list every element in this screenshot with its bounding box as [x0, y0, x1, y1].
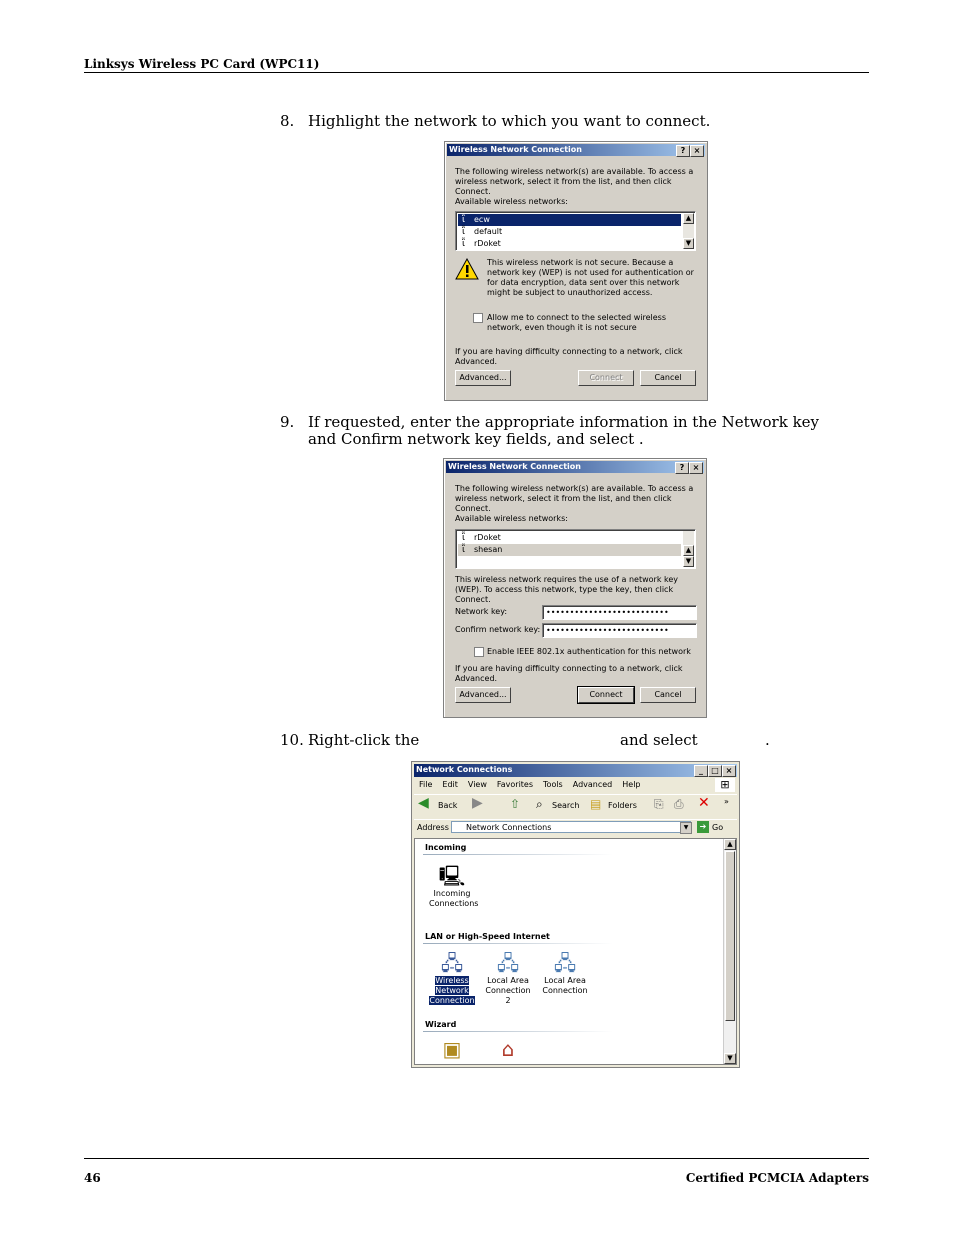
minimize-icon[interactable]: _ — [694, 765, 708, 777]
confirm-key-label: Confirm network key: — [455, 625, 541, 634]
step-text: If requested, enter the appropriate information in the Network key and Confirm network key fields, and select . — [308, 413, 820, 448]
connections-pane — [414, 838, 737, 1065]
intro-text: The following wireless network(s) are available. To access a wireless network, select it from the list, and then click Connect. — [455, 167, 694, 196]
cancel-button[interactable]: Cancel — [640, 370, 696, 386]
scroll-up-icon[interactable]: ▲ — [683, 213, 694, 224]
wizard-icon: ▣ — [442, 1037, 462, 1061]
antenna-icon: ῗ — [462, 533, 466, 543]
step-text: Right-click the — [308, 731, 420, 749]
list-item[interactable]: ῗ default — [462, 227, 503, 237]
local-area-connection-item[interactable]: 🖧 Local Area Connection — [542, 951, 588, 995]
toolbar — [414, 794, 737, 817]
folders-icon[interactable]: ▤ — [590, 797, 602, 811]
warning-icon — [455, 258, 479, 280]
menu-advanced[interactable]: Advanced — [572, 780, 613, 789]
home-network-wizard-item[interactable] — [485, 1036, 531, 1062]
lan-disconnected-icon: 🖧 — [496, 951, 520, 975]
go-button[interactable]: Go — [712, 823, 724, 832]
help-icon[interactable]: ? — [675, 462, 689, 474]
window-title-bar — [414, 764, 737, 777]
back-arrow-icon[interactable]: ◀ — [418, 795, 429, 811]
cancel-button[interactable]: Cancel — [640, 687, 696, 703]
menu-edit[interactable]: Edit — [442, 780, 458, 789]
footer-rule — [84, 1158, 869, 1159]
ieee-8021x-checkbox[interactable] — [474, 647, 484, 657]
new-connection-wizard-item[interactable] — [429, 1036, 475, 1062]
list-item[interactable]: ῗ ecw — [458, 214, 681, 226]
wireless-network-icon: 🖧 — [440, 951, 464, 975]
folders-button[interactable]: Folders — [608, 801, 637, 810]
computer-icon: 🖳 — [438, 864, 466, 888]
incoming-connections-item[interactable]: 🖳 Incoming Connections — [429, 864, 479, 908]
move-to-icon[interactable]: ⎘ — [654, 797, 664, 811]
lan-disconnected-icon: 🖧 — [553, 951, 577, 975]
vertical-scrollbar[interactable] — [723, 839, 736, 1064]
help-text: If you are having difficulty connecting to a network, click Advanced. — [455, 347, 683, 366]
step-text-cont: and select — [620, 731, 698, 749]
connect-button[interactable]: Connect — [578, 370, 634, 386]
search-button[interactable]: Search — [552, 801, 580, 810]
group-lan: LAN or High-Speed Internet — [425, 932, 550, 941]
go-arrow-icon[interactable]: ➔ — [697, 821, 709, 833]
menu-bar — [414, 778, 737, 792]
advanced-button[interactable]: Advanced... — [455, 687, 511, 703]
wireless-connection-dialog — [444, 141, 708, 401]
scroll-down-icon[interactable]: ▼ — [683, 556, 694, 567]
allow-insecure-checkbox[interactable] — [473, 313, 483, 323]
wireless-connection-item[interactable]: 🖧 Wireless Network Connection — [429, 951, 475, 1005]
dialog-title: Wireless Network Connection — [448, 462, 581, 471]
running-footer: Certified PCMCIA Adapters — [685, 1171, 869, 1185]
running-header: Linksys Wireless PC Card (WPC11) — [84, 57, 320, 71]
list-item[interactable]: ῗ rDoket — [462, 533, 501, 543]
page-number: 46 — [84, 1171, 101, 1185]
antenna-icon: ῗ — [462, 227, 466, 237]
warning-text: This wireless network is not secure. Because a network key (WEP) is not used for authentication or for data encryption, data sent over this network might be subject to unauthorized access. — [487, 258, 694, 297]
maximize-icon[interactable]: □ — [708, 765, 722, 777]
up-folder-icon[interactable]: ⇧ — [510, 797, 521, 811]
scrollbar[interactable] — [683, 213, 694, 249]
menu-tools[interactable]: Tools — [543, 780, 563, 789]
back-button[interactable]: Back — [438, 801, 458, 810]
step-text: Highlight the network to which you want to connect. — [308, 112, 711, 130]
network-list[interactable] — [455, 211, 696, 251]
search-icon[interactable]: ⌕ — [536, 797, 543, 811]
address-bar — [414, 819, 737, 836]
delete-icon[interactable]: ✕ — [698, 795, 710, 811]
scroll-down-icon[interactable]: ▼ — [724, 1053, 736, 1064]
help-icon[interactable]: ? — [676, 145, 690, 157]
checkbox-label: Allow me to connect to the selected wireless network, even though it is not secure — [487, 313, 667, 332]
group-wizard: Wizard — [425, 1020, 457, 1029]
close-icon[interactable]: × — [690, 145, 704, 157]
network-key-label: Network key: — [455, 607, 508, 616]
advanced-button[interactable]: Advanced... — [455, 370, 511, 386]
step-8 — [280, 112, 711, 130]
checkbox-label: Enable IEEE 802.1x authentication for this network — [487, 647, 691, 656]
antenna-icon: ῗ — [462, 545, 466, 555]
network-connections-window — [411, 761, 740, 1068]
intro-text: The following wireless network(s) are available. To access a wireless network, select it from the list, and then click Connect. — [455, 484, 694, 513]
scroll-up-icon[interactable]: ▲ — [724, 839, 736, 850]
dialog-title-bar — [447, 144, 705, 156]
step-9 — [280, 413, 820, 448]
list-label: Available wireless networks: — [455, 514, 568, 523]
address-input[interactable]: Network Connections — [451, 821, 691, 833]
step-number: 8. — [280, 112, 295, 130]
dialog-title: Wireless Network Connection — [449, 145, 582, 154]
group-divider — [423, 1031, 613, 1032]
scroll-down-icon[interactable]: ▼ — [683, 238, 694, 249]
group-divider — [423, 854, 613, 855]
wireless-connection-key-dialog — [443, 458, 707, 718]
window-title: Network Connections — [416, 765, 513, 774]
menu-favorites[interactable]: Favorites — [496, 780, 534, 789]
header-rule — [84, 72, 869, 73]
home-network-icon: ⌂ — [501, 1037, 515, 1061]
menu-view[interactable]: View — [467, 780, 487, 789]
key-required-text: This wireless network requires the use of a network key (WEP). To access this network, type the key, then click Connect. — [455, 575, 679, 604]
list-item[interactable]: ῗ shesan — [458, 544, 681, 556]
step-number: 9. — [280, 413, 295, 431]
scroll-thumb[interactable] — [725, 851, 735, 1021]
help-text: If you are having difficulty connecting to a network, click Advanced. — [455, 664, 683, 683]
local-area-connection-2-item[interactable]: 🖧 Local Area Connection 2 — [485, 951, 531, 1005]
close-icon[interactable]: × — [722, 765, 736, 777]
antenna-icon: ῗ — [462, 239, 466, 249]
group-incoming: Incoming — [425, 843, 467, 852]
step-number: 10. — [280, 731, 304, 749]
address-label: Address — [417, 823, 449, 832]
list-label: Available wireless networks: — [455, 197, 568, 206]
confirm-key-input[interactable]: •••••••••••••••••••••••••• — [542, 623, 697, 638]
windows-logo-icon: ⊞ — [715, 778, 735, 792]
group-divider — [423, 943, 613, 944]
menu-help[interactable]: Help — [622, 780, 641, 789]
antenna-icon: ῗ — [462, 215, 466, 225]
copy-to-icon[interactable]: ⎙ — [674, 797, 684, 811]
step-10 — [280, 731, 770, 749]
forward-arrow-icon[interactable]: ▶ — [472, 795, 483, 811]
close-icon[interactable]: × — [689, 462, 703, 474]
address-dropdown-icon[interactable]: ▼ — [680, 822, 692, 834]
network-key-input[interactable]: •••••••••••••••••••••••••• — [542, 605, 697, 620]
menu-file[interactable]: File — [419, 780, 433, 789]
step-text-end: . — [765, 731, 770, 749]
dialog-title-bar — [446, 461, 704, 473]
scrollbar[interactable] — [683, 531, 694, 567]
more-chevron-icon[interactable]: » — [724, 797, 729, 806]
connect-button[interactable]: Connect — [578, 687, 634, 703]
scroll-up-icon[interactable]: ▲ — [683, 545, 694, 556]
network-list[interactable] — [455, 529, 696, 569]
list-item[interactable]: ῗ rDoket — [462, 239, 501, 249]
